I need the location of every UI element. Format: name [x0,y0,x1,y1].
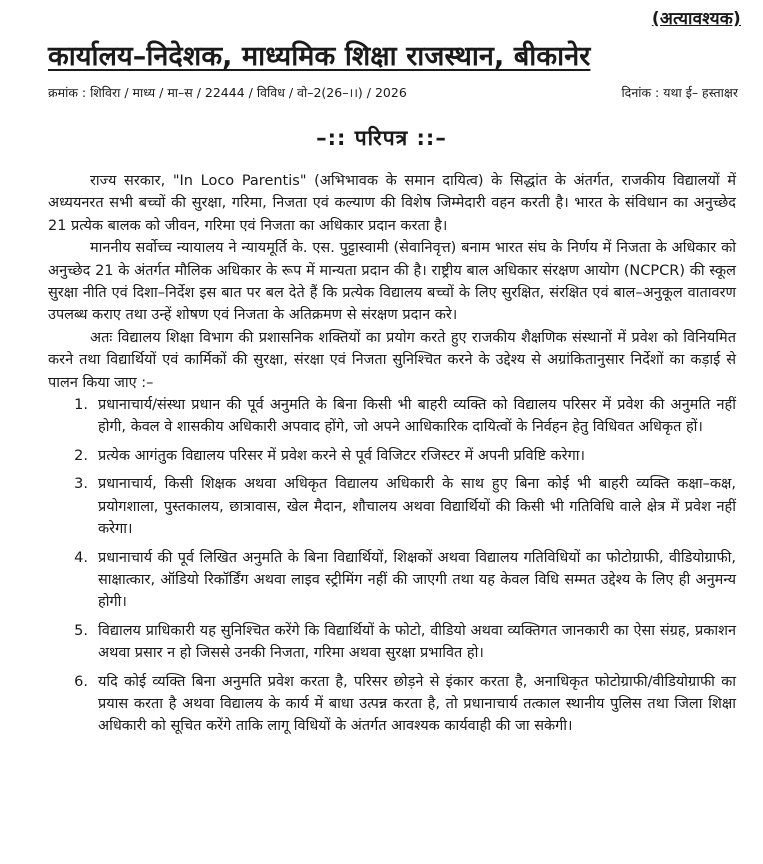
directive-text: प्रधानाचार्य/संस्था प्रधान की पूर्व अनुमति के बिना किसी भी बाहरी व्यक्ति को विद्यालय परिसर में प्रवेश की अनुमति नहीं होगी, केवल वे शासकीय अधिकारी अपवाद होंगे, जो अपने आधिकारिक दायित्वों के निर्वहन हेतु विधिवत अधिकृत हों। [98,397,736,436]
directive-number: 3. [74,476,88,493]
reference-line [48,84,738,101]
circular-body [48,170,736,738]
directive-number: 2. [74,447,88,464]
directive-number: 4. [74,549,88,566]
document-date: दिनांक : यथा ई– हस्ताक्षर [621,85,738,100]
directive-text: प्रत्येक आगंतुक विद्यालय परिसर में प्रवेश करने से पूर्व विजिटर रजिस्टर में अपनी प्रविष्टि करेगा। [98,447,586,464]
paragraph-supreme-court: माननीय सर्वोच्च न्यायालय ने न्यायमूर्ति के. एस. पुट्टास्वामी (सेवानिवृत्त) बनाम भारत संघ के निर्णय में निजता के अधिकार को अनुच्छेद 21 के अंतर्गत मौलिक अधिकार के रूप में मान्यता प्रदान की है। राष्ट्रीय बाल अधिकार संरक्षण आयोग (NCPCR) की स्कूल सुरक्षा नीति एवं दिशा–निर्देश इस बात पर बल देते हैं कि प्रत्येक विद्यालय बच्चों के लिए सुरक्षित, संरक्षित एवं बाल–अनुकूल वातावरण उपलब्ध कराए तथा उन्हें शोषण एवं निजता के अतिक्रमण से संरक्षण प्रदान करे। [48,240,736,324]
paragraph-in-loco-parentis: राज्य सरकार, "In Loco Parentis" (अभिभावक के समान दायित्व) के सिद्धांत के अंतर्गत, राजकीय विद्यालयों में अध्ययनरत सभी बच्चों की सुरक्षा, गरिमा, निजता एवं कल्याण की विशेष जिम्मेदारी वहन करती है। भारत के संविधान का अनुच्छेद 21 प्रत्येक बालक को जीवन, गरिमा एवं निजता का अधिकार प्रदान करता है। [48,173,736,234]
directive-text: प्रधानाचार्य, किसी शिक्षक अथवा अधिकृत विद्यालय अधिकारी के साथ हुए बिना कोई भी बाहरी व्यक्ति कक्षा–कक्ष, प्रयोगशाला, पुस्तकालय, छात्रावास, खेल मैदान, शौचालय अथवा विद्यार्थियों की किसी भी गतिविधि वाले क्षेत्र में प्रवेश नहीं करेगा। [98,476,736,538]
directive-number: 6. [74,673,88,690]
directives-list [48,394,736,738]
directive-item [48,671,736,738]
directive-item [48,445,736,467]
directive-number: 5. [74,622,88,639]
reference-number: क्रमांक : शिविरा / माध्य / मा–स / 22444 / विविध / वो–2(26–।।) / 2026 [48,85,407,100]
urgent-label: (अत्यावश्यक) [651,9,741,29]
circular-title: –:: परिपत्र ::– [316,126,447,150]
directive-item [48,620,736,665]
directive-item [48,394,736,439]
office-title: कार्यालय–निदेशक, माध्यमिक शिक्षा राजस्थान, बीकानेर [48,41,591,72]
directive-text: प्रधानाचार्य की पूर्व लिखित अनुमति के बिना विद्यार्थियों, शिक्षकों अथवा विद्यालय गतिविधियों का फोटोग्राफी, वीडियोग्राफी, साक्षात्कार, ऑडियो रिकॉर्डिंग अथवा लाइव स्ट्रीमिंग नहीं की जाएगी तथा यह केवल विधि सम्मत उद्देश्य के लिए ही अनुमन्य होगी। [98,549,736,611]
directive-number: 1. [74,397,88,414]
paragraph-directive-intro: अतः विद्यालय शिक्षा विभाग की प्रशासनिक शक्तियों का प्रयोग करते हुए राजकीय शैक्षणिक संस्थानों में प्रवेश को विनियमित करने तथा विद्यार्थियों एवं कार्मिकों की सुरक्षा, संरक्षा एवं निजता सुनिश्चित करने के उद्देश्य से अग्रांकितानुसार निर्देशों का कड़ाई से पालन किया जाए :– [48,329,736,391]
directive-item [48,473,736,540]
directive-item [48,547,736,614]
directive-text: यदि कोई व्यक्ति बिना अनुमति प्रवेश करता है, परिसर छोड़ने से इंकार करता है, अनाधिकृत फोटोग्राफी/वीडियोग्राफी का प्रयास करता है अथवा विद्यालय के कार्य में बाधा उत्पन्न करता है, तो प्रधानाचार्य तत्काल स्थानीय पुलिस तथा जिला शिक्षा अधिकारी को सूचित करेंगे ताकि लागू विधियों के अंतर्गत आवश्यक कार्यवाही की जा सकेगी। [98,673,736,735]
directive-text: विद्यालय प्राधिकारी यह सुनिश्चित करेंगे कि विद्यार्थियों के फोटो, वीडियो अथवा व्यक्तिगत जानकारी का ऐसा संग्रह, प्रकाशन अथवा प्रसार न हो जिससे उनकी निजता, गरिमा अथवा सुरक्षा प्रभावित हो। [98,622,736,662]
